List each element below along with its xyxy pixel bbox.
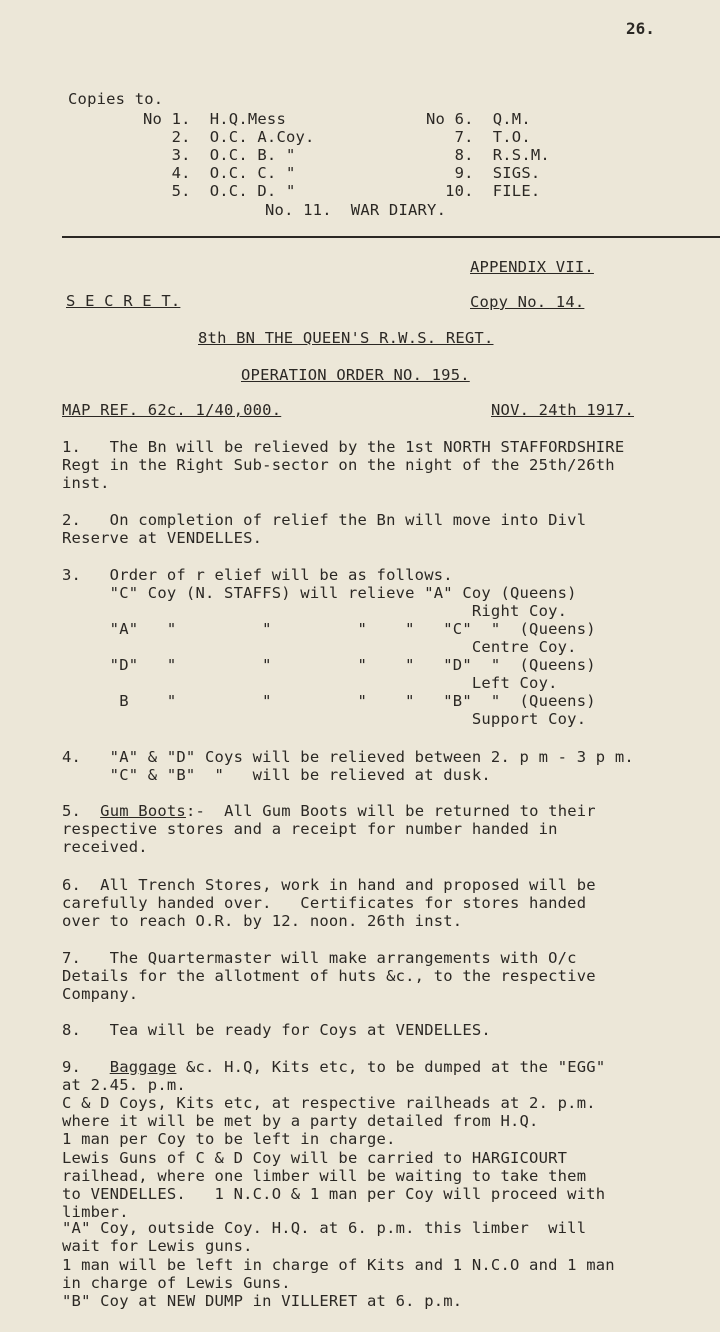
para-5-line-3: received. — [62, 838, 148, 856]
battalion-title: 8th BN THE QUEEN'S R.W.S. REGT. — [198, 329, 494, 347]
copies-row-3-left: 3. O.C. B. " — [143, 146, 296, 164]
para-1-line-3: inst. — [62, 474, 110, 492]
para-9-line-10: "A" Coy, outside Coy. H.Q. at 6. p.m. this limber will — [62, 1219, 587, 1237]
para-9-line-1 — [62, 1058, 605, 1076]
copies-row-4-right: 9. SIGS. — [426, 164, 541, 182]
para-3-line-8: B " " " " "B" " (Queens) — [62, 692, 596, 710]
para-4-line-2: "C" & "B" " will be relieved at dusk. — [62, 766, 491, 784]
para-9-line-9: limber. — [62, 1203, 129, 1221]
para-9-line-7: railhead, where one limber will be waiting to take them — [62, 1167, 587, 1185]
para-3-line-2: "C" Coy (N. STAFFS) will relieve "A" Coy (Queens) — [62, 584, 577, 602]
para-5-number: 5. — [62, 802, 82, 820]
operation-order-title: OPERATION ORDER NO. 195. — [241, 366, 470, 384]
horizontal-rule — [62, 236, 720, 238]
copies-row-1-left: No 1. H.Q.Mess — [143, 110, 286, 128]
copies-row-3-right: 8. R.S.M. — [426, 146, 550, 164]
para-5-line-2: respective stores and a receipt for number handed in — [62, 820, 558, 838]
para-9-line-4: where it will be met by a party detailed from H.Q. — [62, 1112, 539, 1130]
para-9-line-12: 1 man will be left in charge of Kits and 1 N.C.O and 1 man — [62, 1256, 615, 1274]
para-3-line-9: Support Coy. — [62, 710, 587, 728]
para-5-first-text: :- All Gum Boots will be returned to their — [185, 802, 596, 820]
para-9-line-13: in charge of Lewis Guns. — [62, 1274, 291, 1292]
secret-label: S E C R E T. — [66, 292, 181, 310]
para-5-line-1 — [62, 802, 596, 820]
para-9-heading: Baggage — [109, 1058, 177, 1076]
copies-row-2-right: 7. T.O. — [426, 128, 531, 146]
para-2-line-2: Reserve at VENDELLES. — [62, 529, 263, 547]
appendix-label: APPENDIX VII. — [470, 258, 594, 276]
copies-row-2-left: 2. O.C. A.Coy. — [143, 128, 315, 146]
copies-row-5-right: 10. FILE. — [426, 182, 541, 200]
map-reference: MAP REF. 62c. 1/40,000. — [62, 401, 282, 419]
para-3-line-7: Left Coy. — [62, 674, 558, 692]
para-6-line-1: 6. All Trench Stores, work in hand and proposed will be — [62, 876, 596, 894]
para-9-line-5: 1 man per Coy to be left in charge. — [62, 1130, 396, 1148]
para-7-line-3: Company. — [62, 985, 139, 1003]
para-3-line-4: "A" " " " " "C" " (Queens) — [62, 620, 596, 638]
para-9-line-3: C & D Coys, Kits etc, at respective railheads at 2. p.m. — [62, 1094, 596, 1112]
para-3-line-1: 3. Order of r elief will be as follows. — [62, 566, 453, 584]
para-3-line-6: "D" " " " " "D" " (Queens) — [62, 656, 596, 674]
copies-heading: Copies to. — [68, 90, 164, 108]
para-9-line-14: "B" Coy at NEW DUMP in VILLERET at 6. p.m. — [62, 1292, 463, 1310]
para-9-first-text: &c. H.Q, Kits etc, to be dumped at the "EGG" — [176, 1058, 606, 1076]
para-9-line-6: Lewis Guns of C & D Coy will be carried to HARGICOURT — [62, 1149, 568, 1167]
para-7-line-1: 7. The Quartermaster will make arrangements with O/c — [62, 949, 577, 967]
para-4-line-1: 4. "A" & "D" Coys will be relieved between 2. p m - 3 p m. — [62, 748, 634, 766]
para-8-line-1: 8. Tea will be ready for Coys at VENDELLES. — [62, 1021, 491, 1039]
para-6-line-3: over to reach O.R. by 12. noon. 26th inst. — [62, 912, 463, 930]
copies-row-1-right: No 6. Q.M. — [426, 110, 531, 128]
para-1-line-1: 1. The Bn will be relieved by the 1st NORTH STAFFORDSHIRE — [62, 438, 625, 456]
copies-last: No. 11. WAR DIARY. — [265, 201, 447, 219]
para-7-line-2: Details for the allotment of huts &c., to the respective — [62, 967, 596, 985]
para-6-line-2: carefully handed over. Certificates for stores handed — [62, 894, 587, 912]
para-9-line-2: at 2.45. p.m. — [62, 1076, 186, 1094]
copies-row-5-left: 5. O.C. D. " — [143, 182, 296, 200]
para-3-line-3: Right Coy. — [62, 602, 568, 620]
order-date: NOV. 24th 1917. — [491, 401, 634, 419]
para-5-heading: Gum Boots — [100, 802, 186, 820]
para-9-line-8: to VENDELLES. 1 N.C.O & 1 man per Coy will proceed with — [62, 1185, 606, 1203]
copy-number: Copy No. 14. — [470, 293, 585, 311]
para-9-line-11: wait for Lewis guns. — [62, 1237, 253, 1255]
para-1-line-2: Regt in the Right Sub-sector on the night of the 25th/26th — [62, 456, 615, 474]
para-3-line-5: Centre Coy. — [62, 638, 577, 656]
page-number: 26. — [626, 19, 655, 38]
para-2-line-1: 2. On completion of relief the Bn will move into Divl — [62, 511, 587, 529]
copies-row-4-left: 4. O.C. C. " — [143, 164, 296, 182]
para-9-number: 9. — [62, 1058, 82, 1076]
